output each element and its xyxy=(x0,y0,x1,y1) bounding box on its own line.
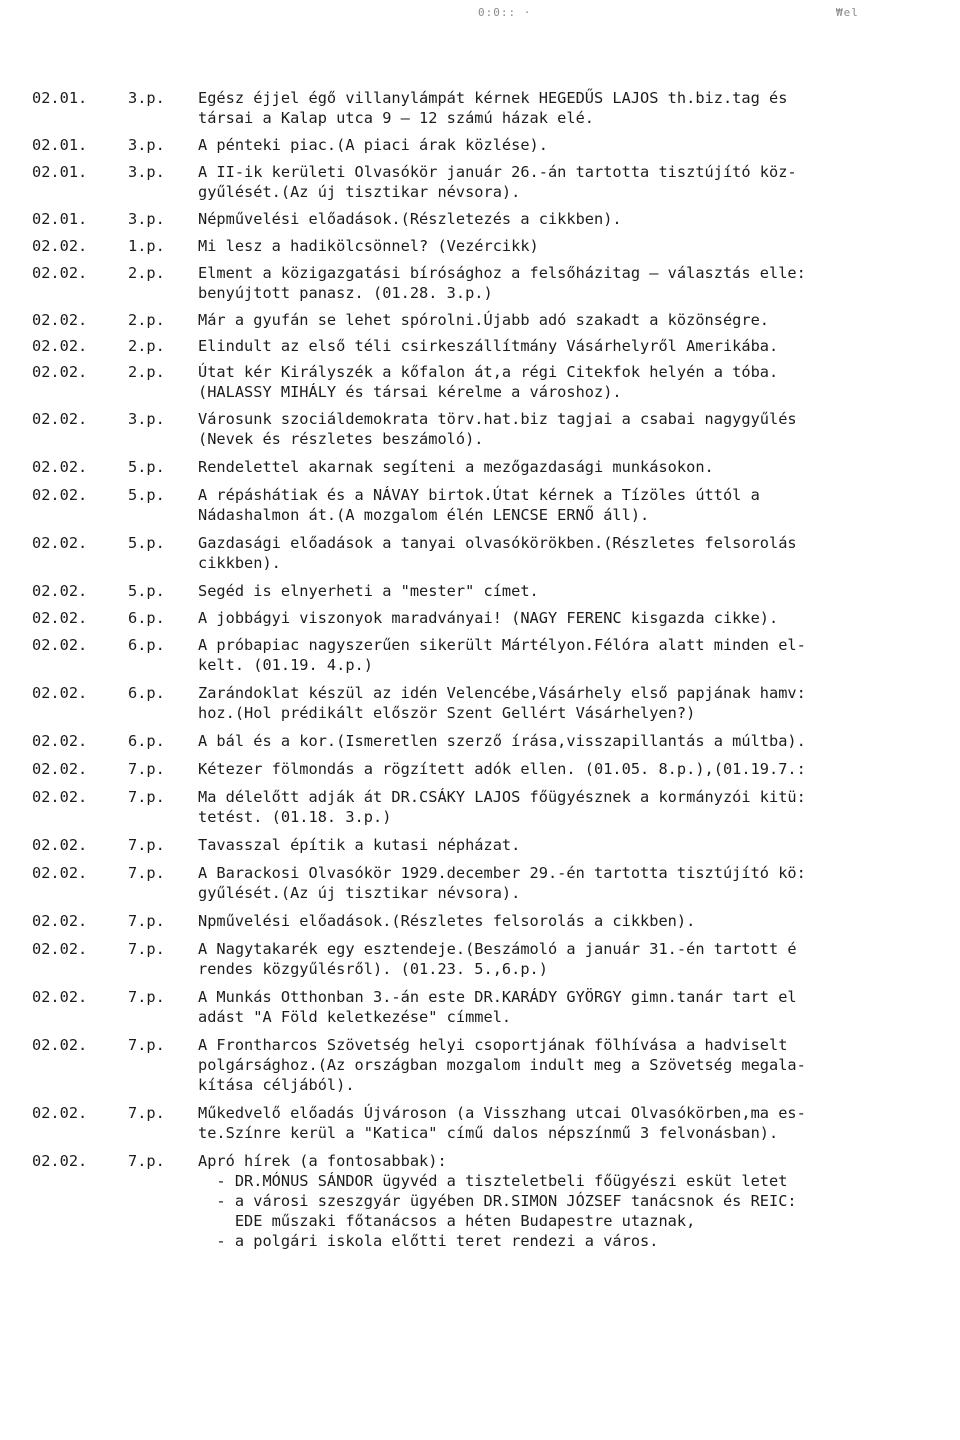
entry-date: 02.02. xyxy=(32,636,88,654)
entry-text-line: A Frontharcos Szövetség helyi csoportjának fölhívása a hadviselt xyxy=(198,1036,788,1054)
entry-text-line: tetést. (01.18. 3.p.) xyxy=(198,808,392,826)
entry-text-line: Npművelési előadások.(Részletes felsorolás a cikkben). xyxy=(198,912,696,930)
entry-date: 02.02. xyxy=(32,864,88,882)
entry-page: 5.p. xyxy=(128,534,165,552)
entry-text-line: (Nevek és részletes beszámoló). xyxy=(198,430,484,448)
list-item xyxy=(32,835,952,855)
entry-text-line: Nádashalmon át.(A mozgalom élén LENCSE ERNŐ áll). xyxy=(198,506,650,524)
entry-text-line: - a városi szeszgyár ügyében DR.SIMON JÓZSEF tanácsnok és REIC: xyxy=(198,1192,797,1210)
entry-text-line: (HALASSY MIHÁLY és társai kérelme a városhoz). xyxy=(198,383,622,401)
list-item xyxy=(32,1151,952,1251)
list-item xyxy=(32,987,952,1027)
entry-page: 3.p. xyxy=(128,136,165,154)
list-item xyxy=(32,911,952,931)
list-item xyxy=(32,635,952,675)
entry-text-line: Népművelési előadások.(Részletezés a cikkben). xyxy=(198,210,622,228)
entry-page: 7.p. xyxy=(128,988,165,1006)
entry-text-line: kelt. (01.19. 4.p.) xyxy=(198,656,373,674)
entry-page: 3.p. xyxy=(128,89,165,107)
entry-text-line: Elment a közigazgatási bírósághoz a felsőházitag — választás elle: xyxy=(198,264,806,282)
entry-page: 3.p. xyxy=(128,210,165,228)
entry-page: 1.p. xyxy=(128,237,165,255)
entry-date: 02.02. xyxy=(32,836,88,854)
list-item xyxy=(32,236,952,256)
entry-date: 02.02. xyxy=(32,534,88,552)
entry-date: 02.02. xyxy=(32,609,88,627)
entry-date: 02.02. xyxy=(32,363,88,381)
list-item xyxy=(32,533,952,573)
entry-page: 2.p. xyxy=(128,337,165,355)
entry-text-line: Már a gyufán se lehet spórolni.Újabb adó szakadt a közönségre. xyxy=(198,311,769,329)
entry-page: 2.p. xyxy=(128,264,165,282)
list-item xyxy=(32,939,952,979)
entry-text-line: - a polgári iskola előtti teret rendezi a város. xyxy=(198,1232,659,1250)
entry-text-line: gyűlését.(Az új tisztikar névsora). xyxy=(198,884,521,902)
entry-text xyxy=(198,1151,952,1251)
entry-text-line: benyújtott panasz. (01.28. 3.p.) xyxy=(198,284,493,302)
entry-date: 02.02. xyxy=(32,337,88,355)
entry-page: 6.p. xyxy=(128,609,165,627)
entry-date: 02.02. xyxy=(32,237,88,255)
entry-page: 5.p. xyxy=(128,458,165,476)
header-mark-left: 0:0:: · xyxy=(478,6,532,19)
entry-text xyxy=(198,635,952,675)
list-item xyxy=(32,263,952,303)
entry-text-line: kítása céljából). xyxy=(198,1076,355,1094)
list-item xyxy=(32,1035,952,1095)
list-item xyxy=(32,759,952,779)
entry-page: 7.p. xyxy=(128,788,165,806)
entry-text xyxy=(198,135,952,155)
entry-text xyxy=(198,209,952,229)
entry-page: 3.p. xyxy=(128,163,165,181)
entry-text xyxy=(198,608,952,628)
entry-text xyxy=(198,683,952,723)
entry-text-line: A jobbágyi viszonyok maradványai! (NAGY FERENC kisgazda cikke). xyxy=(198,609,779,627)
entry-text-line: Apró hírek (a fontosabbak): xyxy=(198,1152,447,1170)
list-item xyxy=(32,409,952,449)
list-item xyxy=(32,88,952,128)
list-item xyxy=(32,787,952,827)
entry-text xyxy=(198,485,952,525)
entry-page: 7.p. xyxy=(128,864,165,882)
entry-text xyxy=(198,835,952,855)
entry-date: 02.02. xyxy=(32,486,88,504)
entry-text xyxy=(198,863,952,903)
entry-page: 6.p. xyxy=(128,684,165,702)
entry-date: 02.02. xyxy=(32,788,88,806)
entry-text-line: Gazdasági előadások a tanyai olvasókörökben.(Részletes felsorolás xyxy=(198,534,797,552)
entry-text xyxy=(198,457,952,477)
list-item xyxy=(32,683,952,723)
entry-text-line: Egész éjjel égő villanylámpát kérnek HEGEDŰS LAJOS th.biz.tag és xyxy=(198,89,788,107)
entry-text xyxy=(198,263,952,303)
entry-date: 02.02. xyxy=(32,732,88,750)
entry-text xyxy=(198,731,952,751)
entry-date: 02.02. xyxy=(32,264,88,282)
entry-text-line: Segéd is elnyerheti a "mester" címet. xyxy=(198,582,539,600)
entry-text-line: A Munkás Otthonban 3.-án este DR.KARÁDY GYÖRGY gimn.tanár tart el xyxy=(198,988,797,1006)
entry-page: 7.p. xyxy=(128,760,165,778)
entry-page: 6.p. xyxy=(128,636,165,654)
list-item xyxy=(32,1103,952,1143)
list-item xyxy=(32,362,952,402)
entry-text-line: Elindult az első téli csirkeszállítmány Vásárhelyről Amerikába. xyxy=(198,337,779,355)
entry-text-line: cikkben). xyxy=(198,554,281,572)
entry-text-line: A Nagytakarék egy esztendeje.(Beszámoló a január 31.-én tartott é xyxy=(198,940,797,958)
entry-text-line: EDE műszaki főtanácsos a héten Budapestre utaznak, xyxy=(198,1212,696,1230)
entry-date: 02.02. xyxy=(32,410,88,428)
entry-text xyxy=(198,409,952,449)
entry-text-line: Műkedvelő előadás Újvároson (a Visszhang utcai Olvasókörben,ma es- xyxy=(198,1104,806,1122)
entry-date: 02.02. xyxy=(32,1036,88,1054)
entry-text-line: A pénteki piac.(A piaci árak közlése). xyxy=(198,136,548,154)
list-item xyxy=(32,336,952,356)
entry-list xyxy=(32,88,952,1258)
list-item xyxy=(32,457,952,477)
list-item xyxy=(32,135,952,155)
entry-text-line: Zarándoklat készül az idén Velencébe,Vásárhely első papjának hamv: xyxy=(198,684,806,702)
list-item xyxy=(32,209,952,229)
entry-page: 7.p. xyxy=(128,1036,165,1054)
entry-text xyxy=(198,939,952,979)
list-item xyxy=(32,310,952,330)
header-mark-right: ₩el xyxy=(836,6,859,19)
entry-text-line: Kétezer fölmondás a rögzített adók ellen. (01.05. 8.p.),(01.19.7.: xyxy=(198,760,806,778)
entry-text-line: társai a Kalap utca 9 — 12 számú házak elé. xyxy=(198,109,595,127)
list-item xyxy=(32,485,952,525)
entry-page: 6.p. xyxy=(128,732,165,750)
entry-date: 02.01. xyxy=(32,136,88,154)
entry-date: 02.02. xyxy=(32,760,88,778)
entry-date: 02.01. xyxy=(32,89,88,107)
list-item xyxy=(32,731,952,751)
entry-text-line: Tavasszal építik a kutasi népházat. xyxy=(198,836,521,854)
entry-text-line: hoz.(Hol prédikált először Szent Gellért Vásárhelyen?) xyxy=(198,704,696,722)
entry-text xyxy=(198,362,952,402)
entry-date: 02.02. xyxy=(32,988,88,1006)
entry-date: 02.02. xyxy=(32,1104,88,1122)
entry-date: 02.01. xyxy=(32,163,88,181)
entry-page: 2.p. xyxy=(128,363,165,381)
entry-page: 7.p. xyxy=(128,1152,165,1170)
entry-text xyxy=(198,1103,952,1143)
entry-text xyxy=(198,787,952,827)
entry-text-line: adást "A Föld keletkezése" címmel. xyxy=(198,1008,512,1026)
entry-date: 02.02. xyxy=(32,684,88,702)
entry-text xyxy=(198,759,952,779)
entry-text-line: Városunk szociáldemokrata törv.hat.biz tagjai a csabai nagygyűlés xyxy=(198,410,797,428)
entry-text xyxy=(198,987,952,1027)
entry-date: 02.02. xyxy=(32,311,88,329)
entry-text-line: A próbapiac nagyszerűen sikerült Mártélyon.Félóra alatt minden el- xyxy=(198,636,806,654)
list-item xyxy=(32,162,952,202)
entry-page: 7.p. xyxy=(128,912,165,930)
entry-text-line: Útat kér Királyszék a kőfalon át,a régi Citekfok helyén a tóba. xyxy=(198,363,779,381)
entry-page: 5.p. xyxy=(128,582,165,600)
entry-text xyxy=(198,88,952,128)
entry-date: 02.02. xyxy=(32,940,88,958)
entry-text-line: Mi lesz a hadikölcsönnel? (Vezércikk) xyxy=(198,237,539,255)
entry-text-line: Ma délelőtt adják át DR.CSÁKY LAJOS főügyésznek a kormányzói kitü: xyxy=(198,788,806,806)
entry-text xyxy=(198,581,952,601)
entry-text xyxy=(198,162,952,202)
entry-page: 2.p. xyxy=(128,311,165,329)
entry-date: 02.02. xyxy=(32,582,88,600)
entry-text-line: A Barackosi Olvasókör 1929.december 29.-én tartotta tisztújító kö: xyxy=(198,864,806,882)
entry-page: 5.p. xyxy=(128,486,165,504)
entry-text-line: A bál és a kor.(Ismeretlen szerző írása,visszapillantás a múltba). xyxy=(198,732,806,750)
entry-page: 7.p. xyxy=(128,836,165,854)
entry-text-line: - DR.MÓNUS SÁNDOR ügyvéd a tiszteletbeli főügyészi esküt letet xyxy=(198,1172,788,1190)
entry-text xyxy=(198,336,952,356)
entry-text xyxy=(198,533,952,573)
entry-text xyxy=(198,236,952,256)
entry-text-line: te.Színre kerül a "Katica" című dalos népszínmű 3 felvonásban). xyxy=(198,1124,779,1142)
entry-date: 02.01. xyxy=(32,210,88,228)
entry-text-line: Rendelettel akarnak segíteni a mezőgazdasági munkásokon. xyxy=(198,458,714,476)
entry-page: 7.p. xyxy=(128,1104,165,1122)
entry-date: 02.02. xyxy=(32,458,88,476)
entry-text-line: rendes közgyűlésről). (01.23. 5.,6.p.) xyxy=(198,960,548,978)
entry-date: 02.02. xyxy=(32,912,88,930)
entry-text xyxy=(198,310,952,330)
entry-page: 7.p. xyxy=(128,940,165,958)
entry-text-line: A II-ik kerületi Olvasókör január 26.-án tartotta tisztújító köz- xyxy=(198,163,797,181)
entry-date: 02.02. xyxy=(32,1152,88,1170)
entry-text xyxy=(198,911,952,931)
entry-page: 3.p. xyxy=(128,410,165,428)
entry-text xyxy=(198,1035,952,1095)
list-item xyxy=(32,581,952,601)
entry-text-line: A répáshátiak és a NÁVAY birtok.Útat kérnek a Tízöles úttól a xyxy=(198,486,760,504)
entry-text-line: gyűlését.(Az új tisztikar névsora). xyxy=(198,183,521,201)
list-item xyxy=(32,863,952,903)
entry-text-line: polgársághoz.(Az országban mozgalom indult meg a Szövetség megala- xyxy=(198,1056,806,1074)
list-item xyxy=(32,608,952,628)
